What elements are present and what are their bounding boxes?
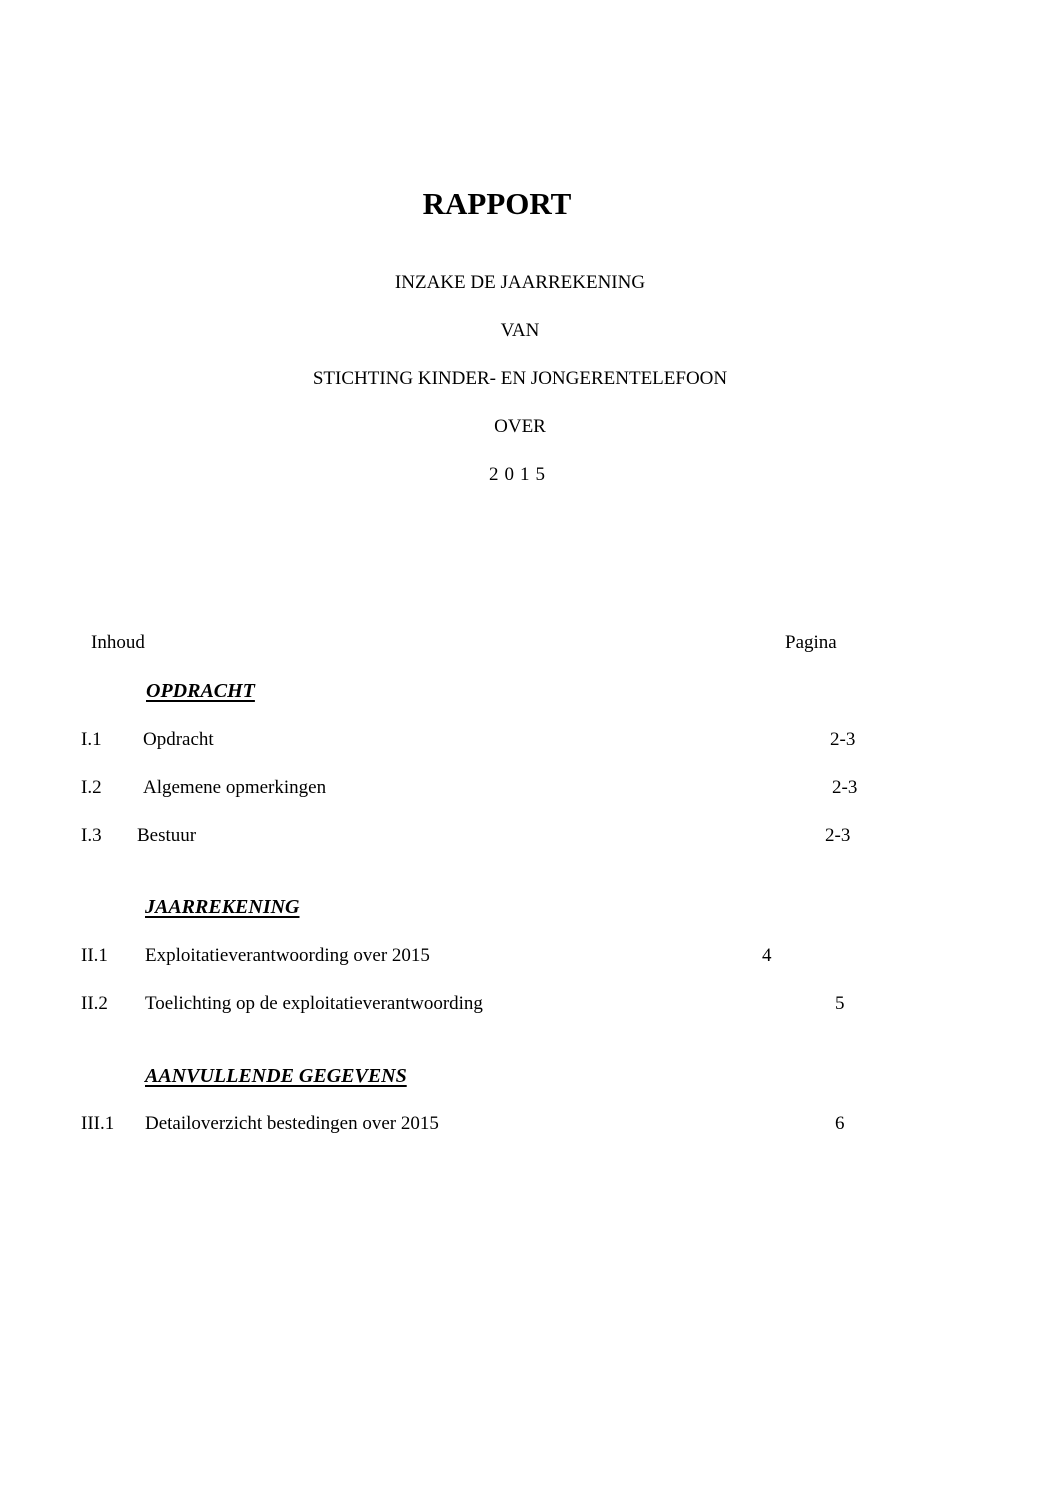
toc-section-heading: JAARREKENING [145,896,300,918]
toc-entry-number: I.2 [81,777,102,798]
toc-entry-page: 2-3 [825,825,851,846]
toc-section-heading: AANVULLENDE GEGEVENS [145,1065,407,1087]
toc-entry-label: Algemene opmerkingen [143,777,327,798]
toc-entry-page: 5 [835,993,845,1014]
toc-entry-number: I.3 [81,825,102,846]
toc-entry-label: Toelichting op de exploitatieverantwoording [145,993,483,1014]
toc-entry-number: I.1 [81,729,102,750]
toc-entry-number: II.2 [81,993,108,1014]
toc-entry-label: Opdracht [143,729,214,750]
subtitle-line: OVER [494,416,546,437]
subtitle-line: VAN [500,320,540,341]
toc-entry-page: 6 [835,1113,845,1134]
toc-entry-number: II.1 [81,945,108,966]
toc-entry-page: 2-3 [830,729,856,750]
report-title: RAPPORT [422,186,572,221]
toc-section-heading: OPDRACHT [146,680,255,702]
subtitle-year: 2015 [489,464,551,485]
toc-entry-label: Bestuur [137,825,197,846]
subtitle-line: STICHTING KINDER- EN JONGERENTELEFOON [312,368,728,389]
toc-entry-label: Detailoverzicht bestedingen over 2015 [145,1113,439,1134]
toc-entry-number: III.1 [81,1113,115,1134]
toc-header-page: Pagina [785,632,837,653]
toc-entry-label: Exploitatieverantwoording over 2015 [145,945,430,966]
toc-header-contents: Inhoud [91,632,145,653]
toc-entry-page: 4 [762,945,772,966]
subtitle-line: INZAKE DE JAARREKENING [394,272,646,293]
toc-entry-page: 2-3 [832,777,858,798]
